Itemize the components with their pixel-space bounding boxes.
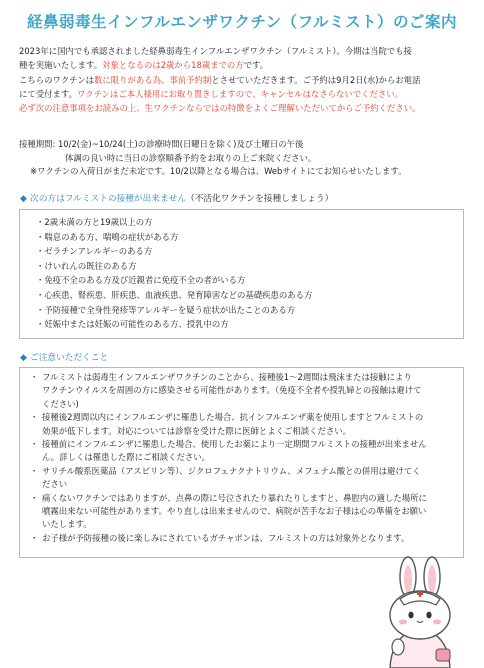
schedule-visit-note: 体調の良い時に当日の診察順番予約をお取りの上ご来院ください。 bbox=[65, 152, 317, 163]
intro-line-2 bbox=[19, 58, 474, 72]
list-item bbox=[30, 465, 463, 492]
item-text: 効果が低下します。対応については診察を受けた際に医師とよくご相談ください。 bbox=[42, 425, 352, 436]
bullet-icon: ・ bbox=[30, 412, 39, 423]
intro-line-1: 2023年に国内でも承認されました経鼻弱毒生インフルエンザワクチン（フルミスト）。今期は当院でも接 bbox=[19, 46, 412, 56]
list-item: ・喘息のある方、喘鳴の症状がある方 bbox=[36, 231, 179, 242]
page-title: 経鼻弱毒生インフルエンザワクチン（フルミスト）のご案内 bbox=[27, 13, 457, 31]
item-text: サリチル酸系医薬品（アスピリン等）、ジクロフェナクナトリウム、メフェナム酸との併用は避けてく bbox=[42, 465, 421, 476]
bullet-icon: ・ bbox=[30, 492, 39, 503]
item-text: 痛くないワクチンではありますが、点鼻の際に号泣されたり暴れたりしますと、鼻腔内の適した場所に bbox=[42, 492, 427, 503]
list-item: ・けいれんの既往のある方 bbox=[36, 260, 137, 271]
list-item: ・免疫不全のある方及び近親者に免疫不全の者がいる方 bbox=[36, 275, 246, 286]
item-text: ワクチンウイルスを周囲の方に感染させる可能性があります。（免疫不全者や授乳婦との接触は避けて bbox=[42, 385, 422, 396]
nurse-rabbit-icon bbox=[370, 555, 470, 668]
schedule-arrival-note: ※ワクチンの入荷日がまだ未定です。10/2以降となる場合は、Webサイトにてお知らせいたします。 bbox=[30, 166, 407, 176]
intro-text: こちらのワクチンは bbox=[19, 74, 94, 85]
cancel-warning: ワクチンはご本人様用にお取り置きしますので、キャンセルはなさらないでください。 bbox=[76, 88, 404, 99]
list-item bbox=[30, 492, 463, 532]
intro-text: にて受付ます。 bbox=[19, 88, 77, 99]
section1-heading bbox=[20, 192, 333, 206]
diamond-icon: ◆ bbox=[20, 194, 27, 204]
list-item: ・心疾患、腎疾患、肝疾患、血液疾患、発育障害などの基礎疾患のある方 bbox=[36, 289, 313, 300]
bullet-icon: ・ bbox=[30, 465, 39, 476]
intro-text: 種を実施いたします。 bbox=[19, 60, 103, 71]
section1-heading-text: 次の方はフルミストの接種が出来ません bbox=[30, 194, 187, 204]
section2-heading-text: ご注意いただくこと bbox=[30, 353, 109, 363]
item-text: いたします。 bbox=[42, 519, 92, 530]
item-text: ん。詳しくは罹患した際にご相談ください。 bbox=[42, 452, 211, 463]
intro-text: とさせていただきます。ご予約は9月2日(水)からお電話 bbox=[211, 74, 421, 85]
reservation-highlight: 数に限りがある為、事前予約制 bbox=[93, 74, 212, 85]
schedule-period: 接種期間: 10/2(金)~10/24(土)の診療時間(日曜日を除く)及び土曜日の午後 bbox=[19, 139, 304, 149]
bullet-icon: ・ bbox=[30, 439, 39, 450]
bullet-icon: ・ bbox=[30, 372, 39, 382]
item-text: 噴霧出来ない可能性があります。やり直しは出来ませんので、病院が苦手なお子様は心の準備をお願い bbox=[42, 506, 427, 517]
item-text: お子様が予防接種の後に楽しみにされているガチャポンは、フルミストの方は対象外となります。 bbox=[42, 532, 410, 543]
item-text: ださい bbox=[42, 479, 68, 490]
list-item: ・予防接種で全身性発疹等アレルギーを疑う症状が出たことのある方 bbox=[36, 304, 296, 315]
list-item bbox=[30, 411, 463, 438]
intro-line-5: 必ず次の注意事項をお読みの上、生ワクチンならではの特徴をよくご理解いただいてからご予約ください。 bbox=[19, 103, 421, 114]
list-item bbox=[30, 371, 463, 411]
list-item: ・2歳未満の方と19歳以上の方 bbox=[36, 217, 153, 227]
schedule-block bbox=[19, 138, 474, 179]
intro-line-4 bbox=[19, 87, 474, 101]
contraindication-list bbox=[20, 210, 463, 332]
list-item: ・ゼラチンアレルギーのある方 bbox=[36, 246, 153, 257]
section2-heading bbox=[20, 351, 108, 365]
list-item bbox=[30, 438, 463, 465]
intro-text: です。 bbox=[243, 60, 269, 71]
precautions-list bbox=[20, 368, 463, 545]
item-text: 接種前にインフルエンザに罹患した場合、使用したお薬により一定期間フルミストの接種が出来ません bbox=[42, 439, 427, 450]
intro-line-3 bbox=[19, 73, 474, 87]
diamond-icon: ◆ bbox=[20, 353, 27, 363]
item-text: ください) bbox=[42, 398, 79, 409]
target-age-highlight: 対象となるのは2歳から18歳までの方 bbox=[102, 60, 244, 71]
bullet-icon: ・ bbox=[30, 532, 39, 543]
precautions-box bbox=[19, 367, 464, 558]
item-text: フルミストは弱毒生インフルエンザワクチンのことから、接種後1～2週間は飛沫または接触により bbox=[42, 372, 412, 382]
item-text: 接種後2週間以内にインフルエンザに罹患した場合、抗インフルエンザ薬を使用しますとフルミストの bbox=[42, 412, 424, 423]
section1-heading-note: （不活化ワクチンを接種しましょう） bbox=[186, 194, 334, 204]
contraindication-box bbox=[19, 209, 464, 339]
list-item: ・妊娠中または妊娠の可能性のある方、授乳中の方 bbox=[36, 319, 229, 330]
list-item bbox=[30, 532, 463, 545]
intro-paragraph bbox=[19, 44, 474, 115]
